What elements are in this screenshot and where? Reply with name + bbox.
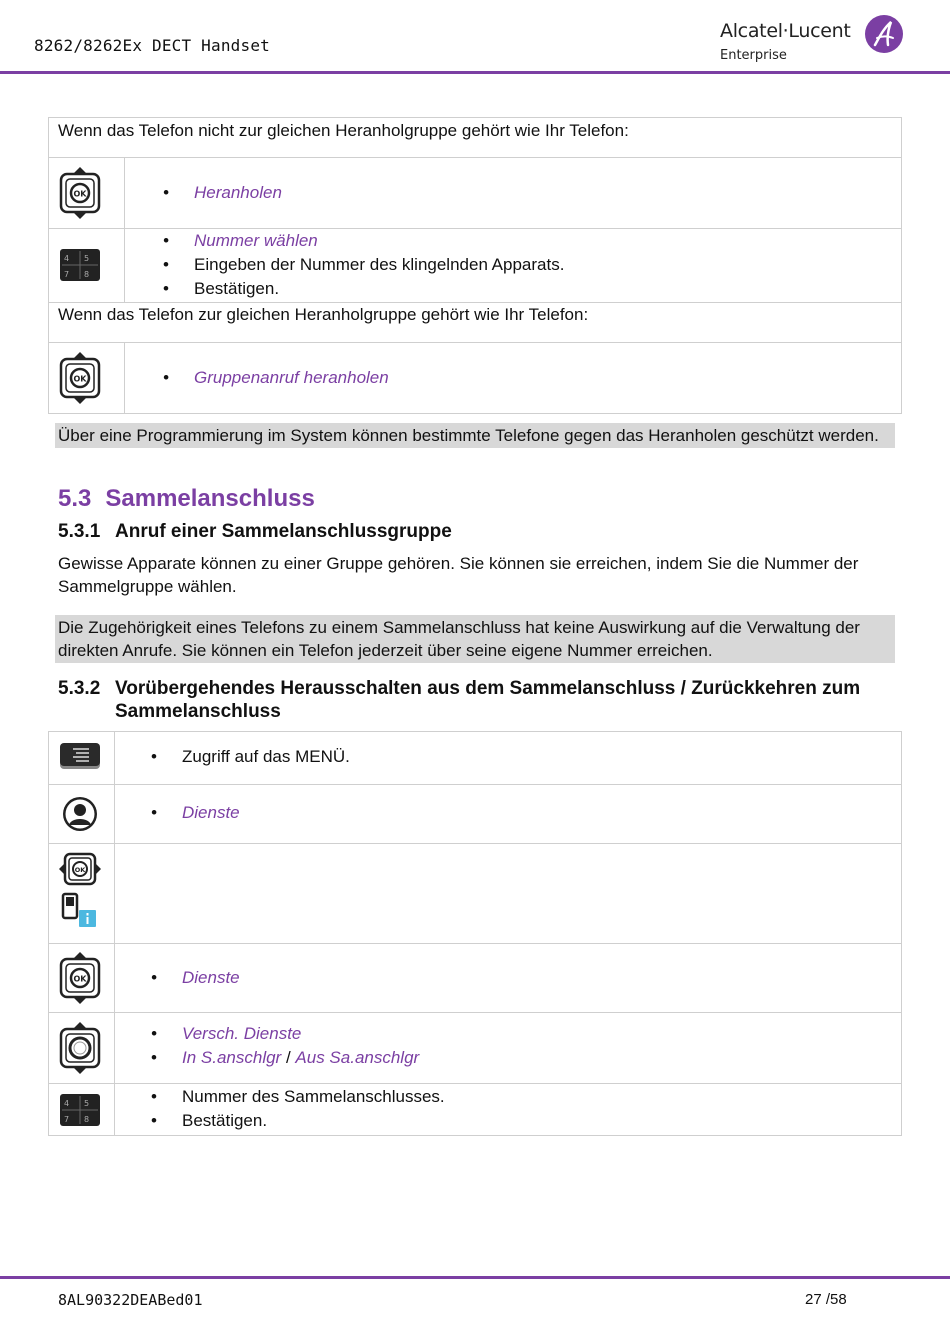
icon-cell	[49, 158, 125, 228]
intro-same-group: Wenn das Telefon zur gleichen Heranholgruppe gehört wie Ihr Telefon:	[58, 305, 589, 324]
step-list	[151, 1022, 419, 1070]
step-list	[163, 181, 282, 205]
step-list	[151, 1085, 445, 1133]
step-list	[151, 966, 240, 990]
subsection-title: Anruf einer Sammelanschlussgruppe	[115, 521, 452, 542]
menu-item-aus-saanschlgr: Aus Sa.anschlgr	[295, 1048, 420, 1067]
table-row	[49, 785, 901, 844]
table-row	[49, 158, 901, 229]
keypad-key-8: 8	[84, 270, 90, 279]
subsection-title-line2: Sammelanschluss	[115, 701, 281, 722]
menu-item-in-sanschlgr: In S.anschlgr	[182, 1048, 282, 1067]
page-number: 27 /58	[805, 1291, 847, 1308]
icon-cell	[49, 844, 115, 943]
phone-info-icon	[61, 892, 99, 928]
icon-cell	[49, 732, 115, 784]
section-number: 5.3	[58, 485, 92, 512]
keypad-key-7: 7	[64, 270, 70, 279]
section-heading	[58, 485, 315, 513]
menu-item-dienste: • Dienste	[151, 801, 240, 825]
brand-logo-block	[720, 14, 910, 68]
hunt-group-paragraph: Gewisse Apparate können zu einer Gruppe gehören. Sie können sie erreichen, indem Sie die Nummer der Sammelgruppe wählen.	[58, 554, 859, 596]
text-cell	[115, 1084, 901, 1135]
table-row	[49, 1084, 901, 1136]
table-row	[49, 732, 901, 785]
icon-cell	[49, 1084, 115, 1135]
subsection-number: 5.3.2	[58, 678, 101, 699]
step-list	[163, 229, 564, 301]
text-cell	[115, 944, 901, 1012]
subsection-title-line1: Vorübergehendes Herausschalten aus dem Sammelanschluss / Zurückkehren zum	[115, 678, 861, 699]
table-row-intro	[49, 118, 901, 158]
keypad-key-5: 5	[84, 254, 90, 263]
step-text: • Zugriff auf das MENÜ.	[151, 745, 350, 769]
step-text: • Bestätigen.	[151, 1109, 445, 1133]
menu-item-gruppenanruf-heranholen: • Gruppenanruf heranholen	[163, 366, 389, 390]
keypad-icon	[60, 249, 100, 281]
icon-cell	[49, 785, 115, 843]
keypad-key-4: 4	[64, 1099, 70, 1108]
step-list	[163, 366, 389, 390]
subsection-number: 5.3.1	[58, 521, 101, 542]
text-cell	[125, 343, 901, 413]
table-row	[49, 944, 901, 1013]
hunt-group-toggle-options	[151, 1046, 419, 1070]
step-list	[151, 801, 240, 825]
menu-item-versch-dienste: • Versch. Dienste	[151, 1022, 419, 1046]
pickup-steps-table	[48, 117, 902, 414]
keypad-key-7: 7	[64, 1115, 70, 1124]
ok-navigation-key-icon	[59, 351, 101, 405]
step-text: • Eingeben der Nummer des klingelnden Apparats.	[163, 253, 564, 277]
note-pickup-protection: Über eine Programmierung im System können bestimmte Telefone gegen das Heranholen geschützt werden.	[55, 423, 895, 448]
icon-cell	[49, 229, 125, 302]
icon-cell	[49, 343, 125, 413]
icon-cell	[49, 944, 115, 1012]
keypad-key-4: 4	[64, 254, 70, 263]
note-hunt-group: Die Zugehörigkeit eines Telefons zu einem Sammelanschluss hat keine Auswirkung auf die Verwaltung der direkten Anrufe. Sie können ein Telefon jederzeit über seine eigene Nummer erreichen.	[55, 615, 895, 663]
table-row	[49, 229, 901, 303]
keypad-key-8: 8	[84, 1115, 90, 1124]
table-row-intro	[49, 303, 901, 343]
step-list	[151, 745, 350, 769]
ok-left-right-key-icon	[59, 852, 101, 886]
menu-item-dienste: • Dienste	[151, 966, 240, 990]
table-row	[49, 844, 901, 944]
keypad-icon	[60, 1094, 100, 1126]
section-title: Sammelanschluss	[105, 485, 315, 512]
subsection-heading-5-3-2	[58, 677, 860, 723]
option-separator: /	[281, 1048, 296, 1067]
step-text: • Nummer des Sammelanschlusses.	[151, 1085, 445, 1109]
text-cell	[115, 844, 901, 943]
table-row	[49, 343, 901, 414]
menu-key-icon	[59, 742, 101, 770]
step-text: • Bestätigen.	[163, 277, 564, 301]
document-title: 8262/8262Ex DECT Handset	[34, 36, 270, 55]
text-cell	[115, 785, 901, 843]
brand-name: Alcatel·Lucent	[720, 20, 851, 42]
keypad-key-5: 5	[84, 1099, 90, 1108]
text-cell	[115, 1013, 901, 1083]
user-profile-icon	[62, 796, 98, 832]
intro-not-same-group: Wenn das Telefon nicht zur gleichen Heranholgruppe gehört wie Ihr Telefon:	[58, 121, 629, 140]
ok-navigation-key-icon	[59, 166, 101, 220]
subsection-heading-5-3-1	[58, 520, 452, 543]
ok-navigation-key-icon	[59, 951, 101, 1005]
text-cell	[125, 229, 901, 302]
header-divider	[0, 71, 950, 74]
document-id: 8AL90322DEABed01	[58, 1291, 203, 1309]
icon-cell	[49, 1013, 115, 1083]
table-row	[49, 1013, 901, 1084]
text-cell	[125, 158, 901, 228]
brand-subtitle: Enterprise	[720, 48, 787, 63]
menu-item-heranholen: • Heranholen	[163, 181, 282, 205]
alcatel-lucent-logo-icon	[864, 14, 904, 54]
hunt-group-steps-table	[48, 731, 902, 1136]
text-cell	[115, 732, 901, 784]
footer-divider	[0, 1276, 950, 1279]
menu-item-nummer-waehlen: • Nummer wählen	[163, 229, 564, 253]
navigation-ring-key-icon	[59, 1021, 101, 1075]
